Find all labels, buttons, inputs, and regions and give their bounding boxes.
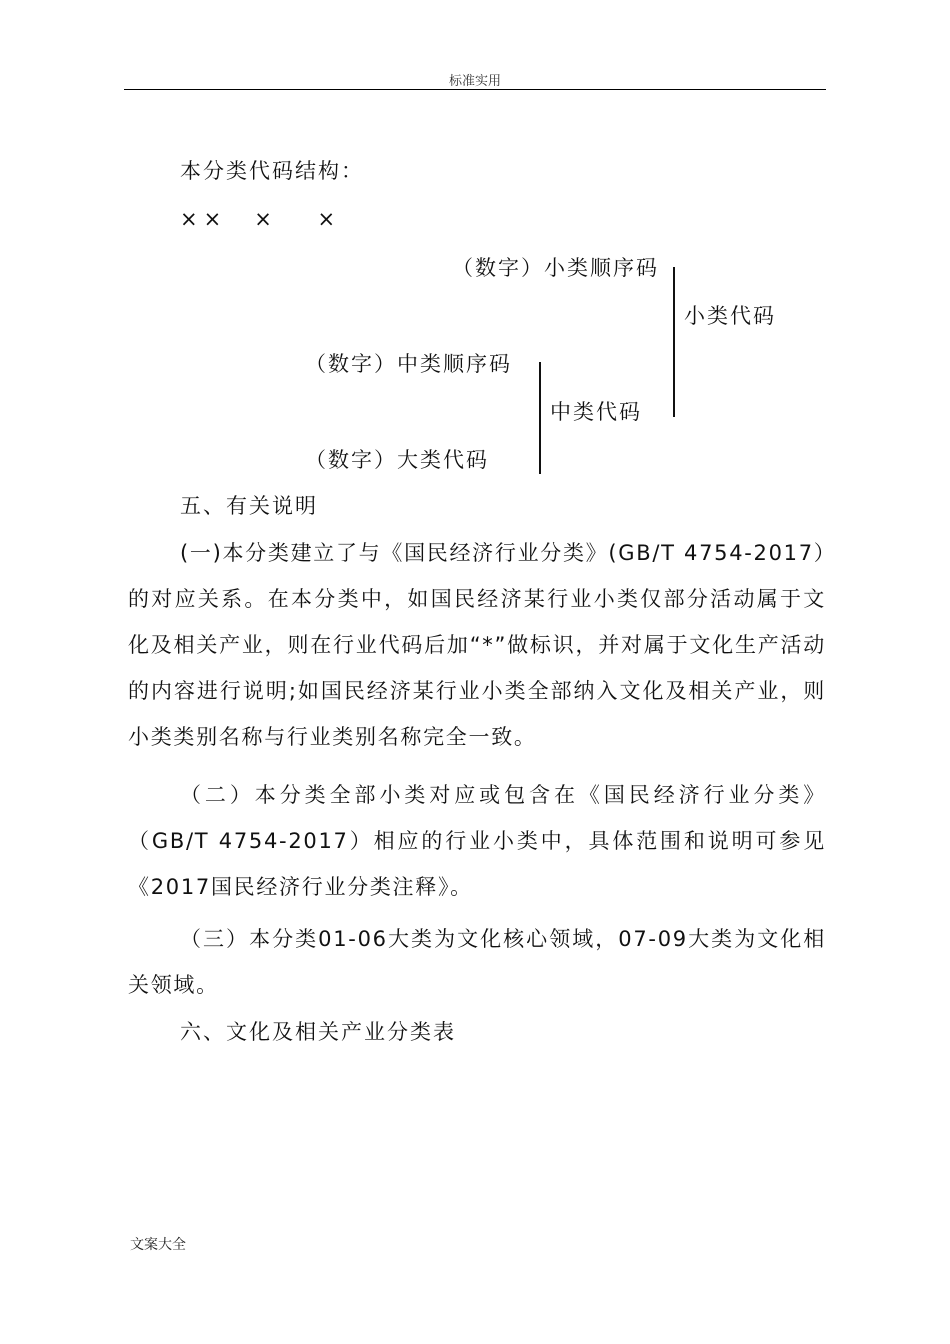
- label-major-category-code: （数字）大类代码: [305, 448, 489, 472]
- label-mid-category-code: 中类代码: [550, 400, 642, 424]
- header-divider: [124, 89, 826, 90]
- section-5-paragraph-3: （三）本分类01-06大类为文化核心领域，07-09大类为文化相关领域。: [128, 927, 826, 997]
- page-footer: 文案大全: [130, 1237, 186, 1253]
- label-mid-sequence-code: （数字）中类顺序码: [305, 352, 512, 376]
- section-5-heading: 五、有关说明: [180, 494, 318, 518]
- section-5-paragraph-2: （二）本分类全部小类对应或包含在《国民经济行业分类》（GB/T 4754-2017）相应的行业小类中，具体范围和说明可参见《2017国民经济行业分类注释》。: [128, 783, 826, 899]
- section-5-paragraph-1: (一)本分类建立了与《国民经济行业分类》(GB/T 4754-2017）的对应关系。在本分类中，如国民经济某行业小类仅部分活动属于文化及相关产业，则在行业代码后加“*”做标识，并对属于文化生产活动的内容进行说明;如国民经济某行业小类全部纳入文化及相关产业，则小类类别名称与行业类别名称完全一致。: [128, 541, 826, 749]
- small-code-bracket: [673, 267, 675, 417]
- mid-code-bracket: [539, 362, 541, 474]
- code-structure-title: 本分类代码结构：: [180, 159, 364, 183]
- code-pattern: ×× × ×: [180, 207, 342, 231]
- section-6-heading: 六、文化及相关产业分类表: [180, 1020, 456, 1044]
- page-header: 标准实用: [448, 74, 501, 89]
- label-small-sequence-code: （数字）小类顺序码: [452, 256, 659, 280]
- label-small-category-code: 小类代码: [684, 304, 776, 328]
